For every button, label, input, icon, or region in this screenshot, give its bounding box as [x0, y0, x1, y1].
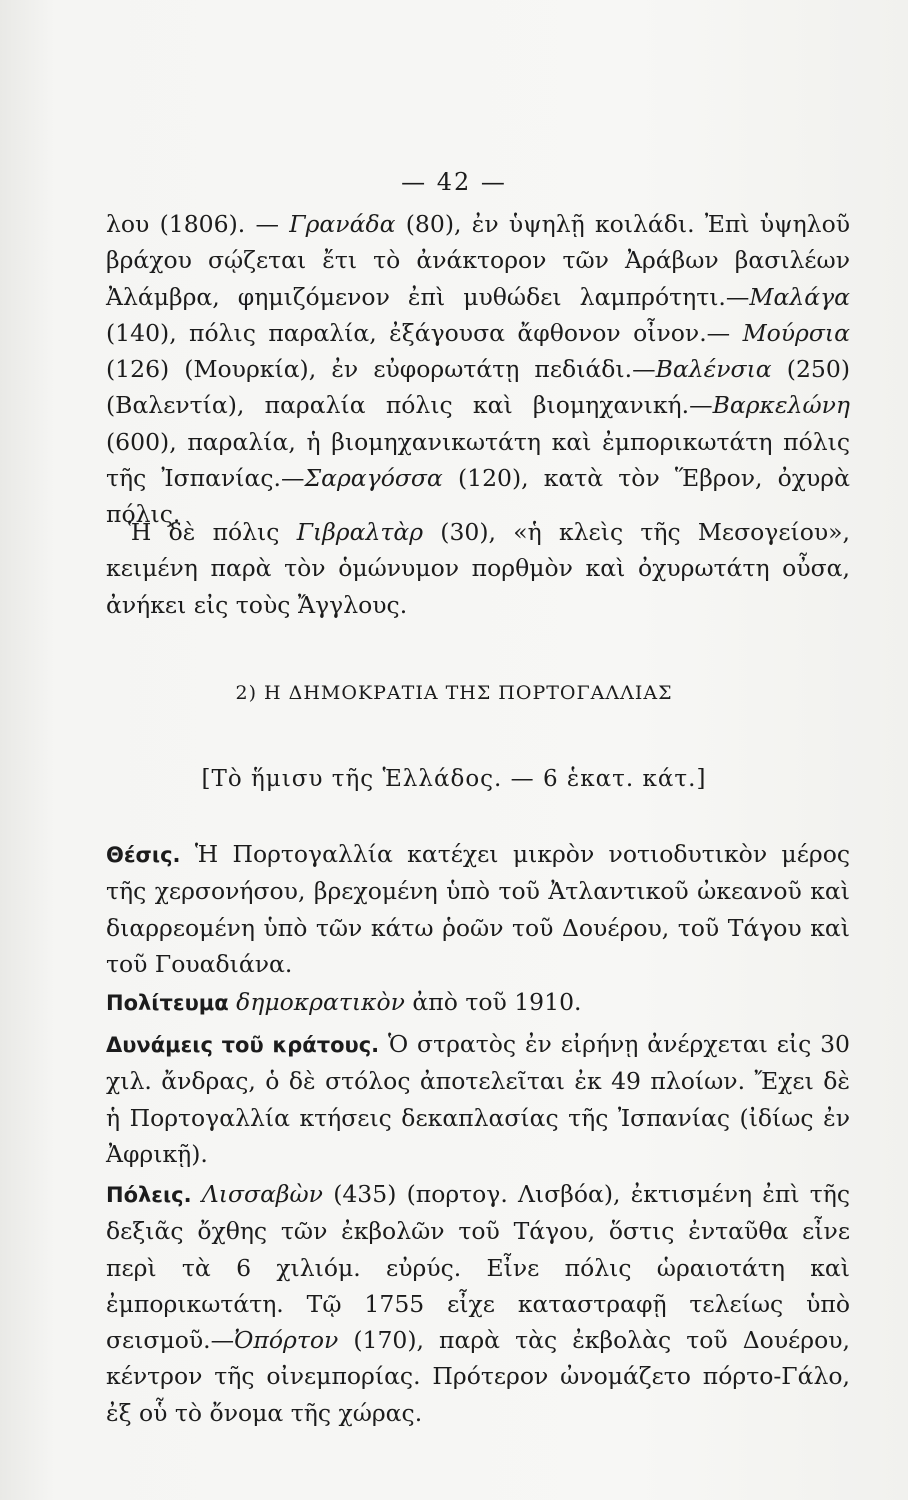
paragraph-gibraltar — [106, 514, 850, 623]
paragraph-politeuma — [106, 984, 850, 1021]
city-name-valencia: Βαλένσια — [655, 355, 772, 384]
paragraph-label: Θέσις. — [106, 843, 181, 867]
text-run: Ὁ στρατὸς ἐν εἰρήνῃ ἀνέρχεται εἰς 30 χιλ. ἄνδρας, ὁ δὲ στόλος ἀποτελεῖται ἐκ 49 πλοίων. Ἔχει δὲ ἡ Πορτογαλλία κτήσεις δεκαπλασίας τῆς Ἰσπανίας (ἰδίως ἐν Ἀφρικῇ). — [106, 1030, 850, 1168]
text-run: Ἡ δὲ πόλις — [128, 518, 297, 546]
city-name-saragossa: Σαραγόσσα — [304, 464, 443, 493]
city-name-gibraltar: Γιβραλτὰρ — [296, 518, 424, 546]
text-run: (435) (πορτογ. Λισβόα), ἐκτισμένη ἐπὶ τῆς δεξιᾶς ὄχθης τῶν ἐκβολῶν τοῦ Τάγου, ὅστις ἐνταῦθα εἶνε περὶ τὰ 6 χιλιόμ. εὐρύς. Εἶνε πόλις ὡραιοτάτη καὶ ἐμπορικωτάτη. Τῷ 1755 εἶχε καταστραφῇ τελείως ὑπὸ σεισμοῦ.— — [106, 1180, 850, 1355]
text-run: ἀπὸ τοῦ 1910. — [404, 988, 582, 1016]
text-run: (126) (Μουρκία), ἐν εὐφορωτάτῃ πεδιάδι.— — [106, 355, 656, 384]
page-number: — 42 — — [401, 168, 507, 196]
text-run: (250) (Βαλεντία), παραλία πόλις καὶ βιομηχανική.— — [106, 355, 850, 420]
city-name-lisbon: Λισσαβὼν — [191, 1180, 323, 1208]
paragraph-label: Δυνάμεις τοῦ κράτους. — [106, 1033, 380, 1057]
text-run: (80), ἐν ὑψηλῇ κοιλάδι. Ἐπὶ ὑψηλοῦ βράχου σῴζεται ἔτι τὸ ἀνάκτορον τῶν Ἀράβων βασιλέων Ἀλάμβρα, φημιζόμενον ἐπὶ μυθώδει λαμπρότητι.— — [106, 210, 850, 311]
city-name-malaga: Μαλάγα — [749, 282, 850, 311]
city-name-barcelona: Βαρκελώνη — [712, 391, 850, 420]
text-run: (170), παρὰ τὰς ἐκβολὰς τοῦ Δουέρου, κέντρον τῆς οἰνεμπορίας. Πρότερον ὠνομάζετο πόρτο-Γάλο, ἐξ οὗ τὸ ὄνομα τῆς χώρας. — [106, 1326, 850, 1427]
city-name-oporto: Ὀπόρτον — [234, 1326, 339, 1355]
city-name-murcia: Μούρσια — [742, 318, 850, 347]
paragraph-theseis — [106, 836, 850, 982]
section-heading: 2) Η ΔΗΜΟΚΡΑΤΙΑ ΤΗΣ ΠΟΡΤΟΓΑΛΛΙΑΣ — [235, 682, 673, 704]
text-run-italic: δημοκρατικὸν — [228, 988, 405, 1016]
paragraph-label: Πόλεις. — [106, 1183, 192, 1207]
text-run: (30), «ἡ κλεὶς τῆς Μεσογείου», κειμένη παρὰ τὸν ὁμώνυμον πορθμὸν καὶ ὀχυρωτάτη οὖσα, ἀνήκει εἰς τοὺς Ἄγγλους. — [106, 518, 850, 619]
paragraph-poleis — [106, 1176, 850, 1431]
text-run: λου (1806). — — [106, 210, 290, 238]
city-name-granada: Γρανάδα — [289, 210, 396, 238]
paragraph-spain-cities — [106, 206, 850, 533]
text-run: (140), πόλις παραλία, ἐξάγουσα ἄφθονον οἶνον.— — [106, 318, 743, 347]
text-run: Ἡ Πορτογαλλία κατέχει μικρὸν νοτιοδυτικὸν μέρος τῆς χερσονήσου, βρεχομένη ὑπὸ τοῦ Ἀτλαντικοῦ ὠκεανοῦ καὶ διαρρεομένη ὑπὸ τῶν κάτω ῥοῶν τοῦ Δουέρου, τοῦ Τάγου καὶ τοῦ Γουαδιάνα. — [106, 840, 850, 978]
section-subheading: [Τὸ ἥμισυ τῆς Ἑλλάδος. — 6 ἑκατ. κάτ.] — [201, 766, 707, 792]
text-run: (600), παραλία, ἡ βιομηχανικωτάτη καὶ ἐμπορικωτάτη πόλις τῆς Ἰσπανίας.— — [106, 427, 850, 493]
paragraph-dynameis — [106, 1026, 850, 1172]
text-run: (120), κατὰ τὸν Ἕβρον, ὀχυρὰ πόλις. — [106, 464, 850, 529]
paragraph-label: Πολίτευμα — [106, 991, 229, 1015]
